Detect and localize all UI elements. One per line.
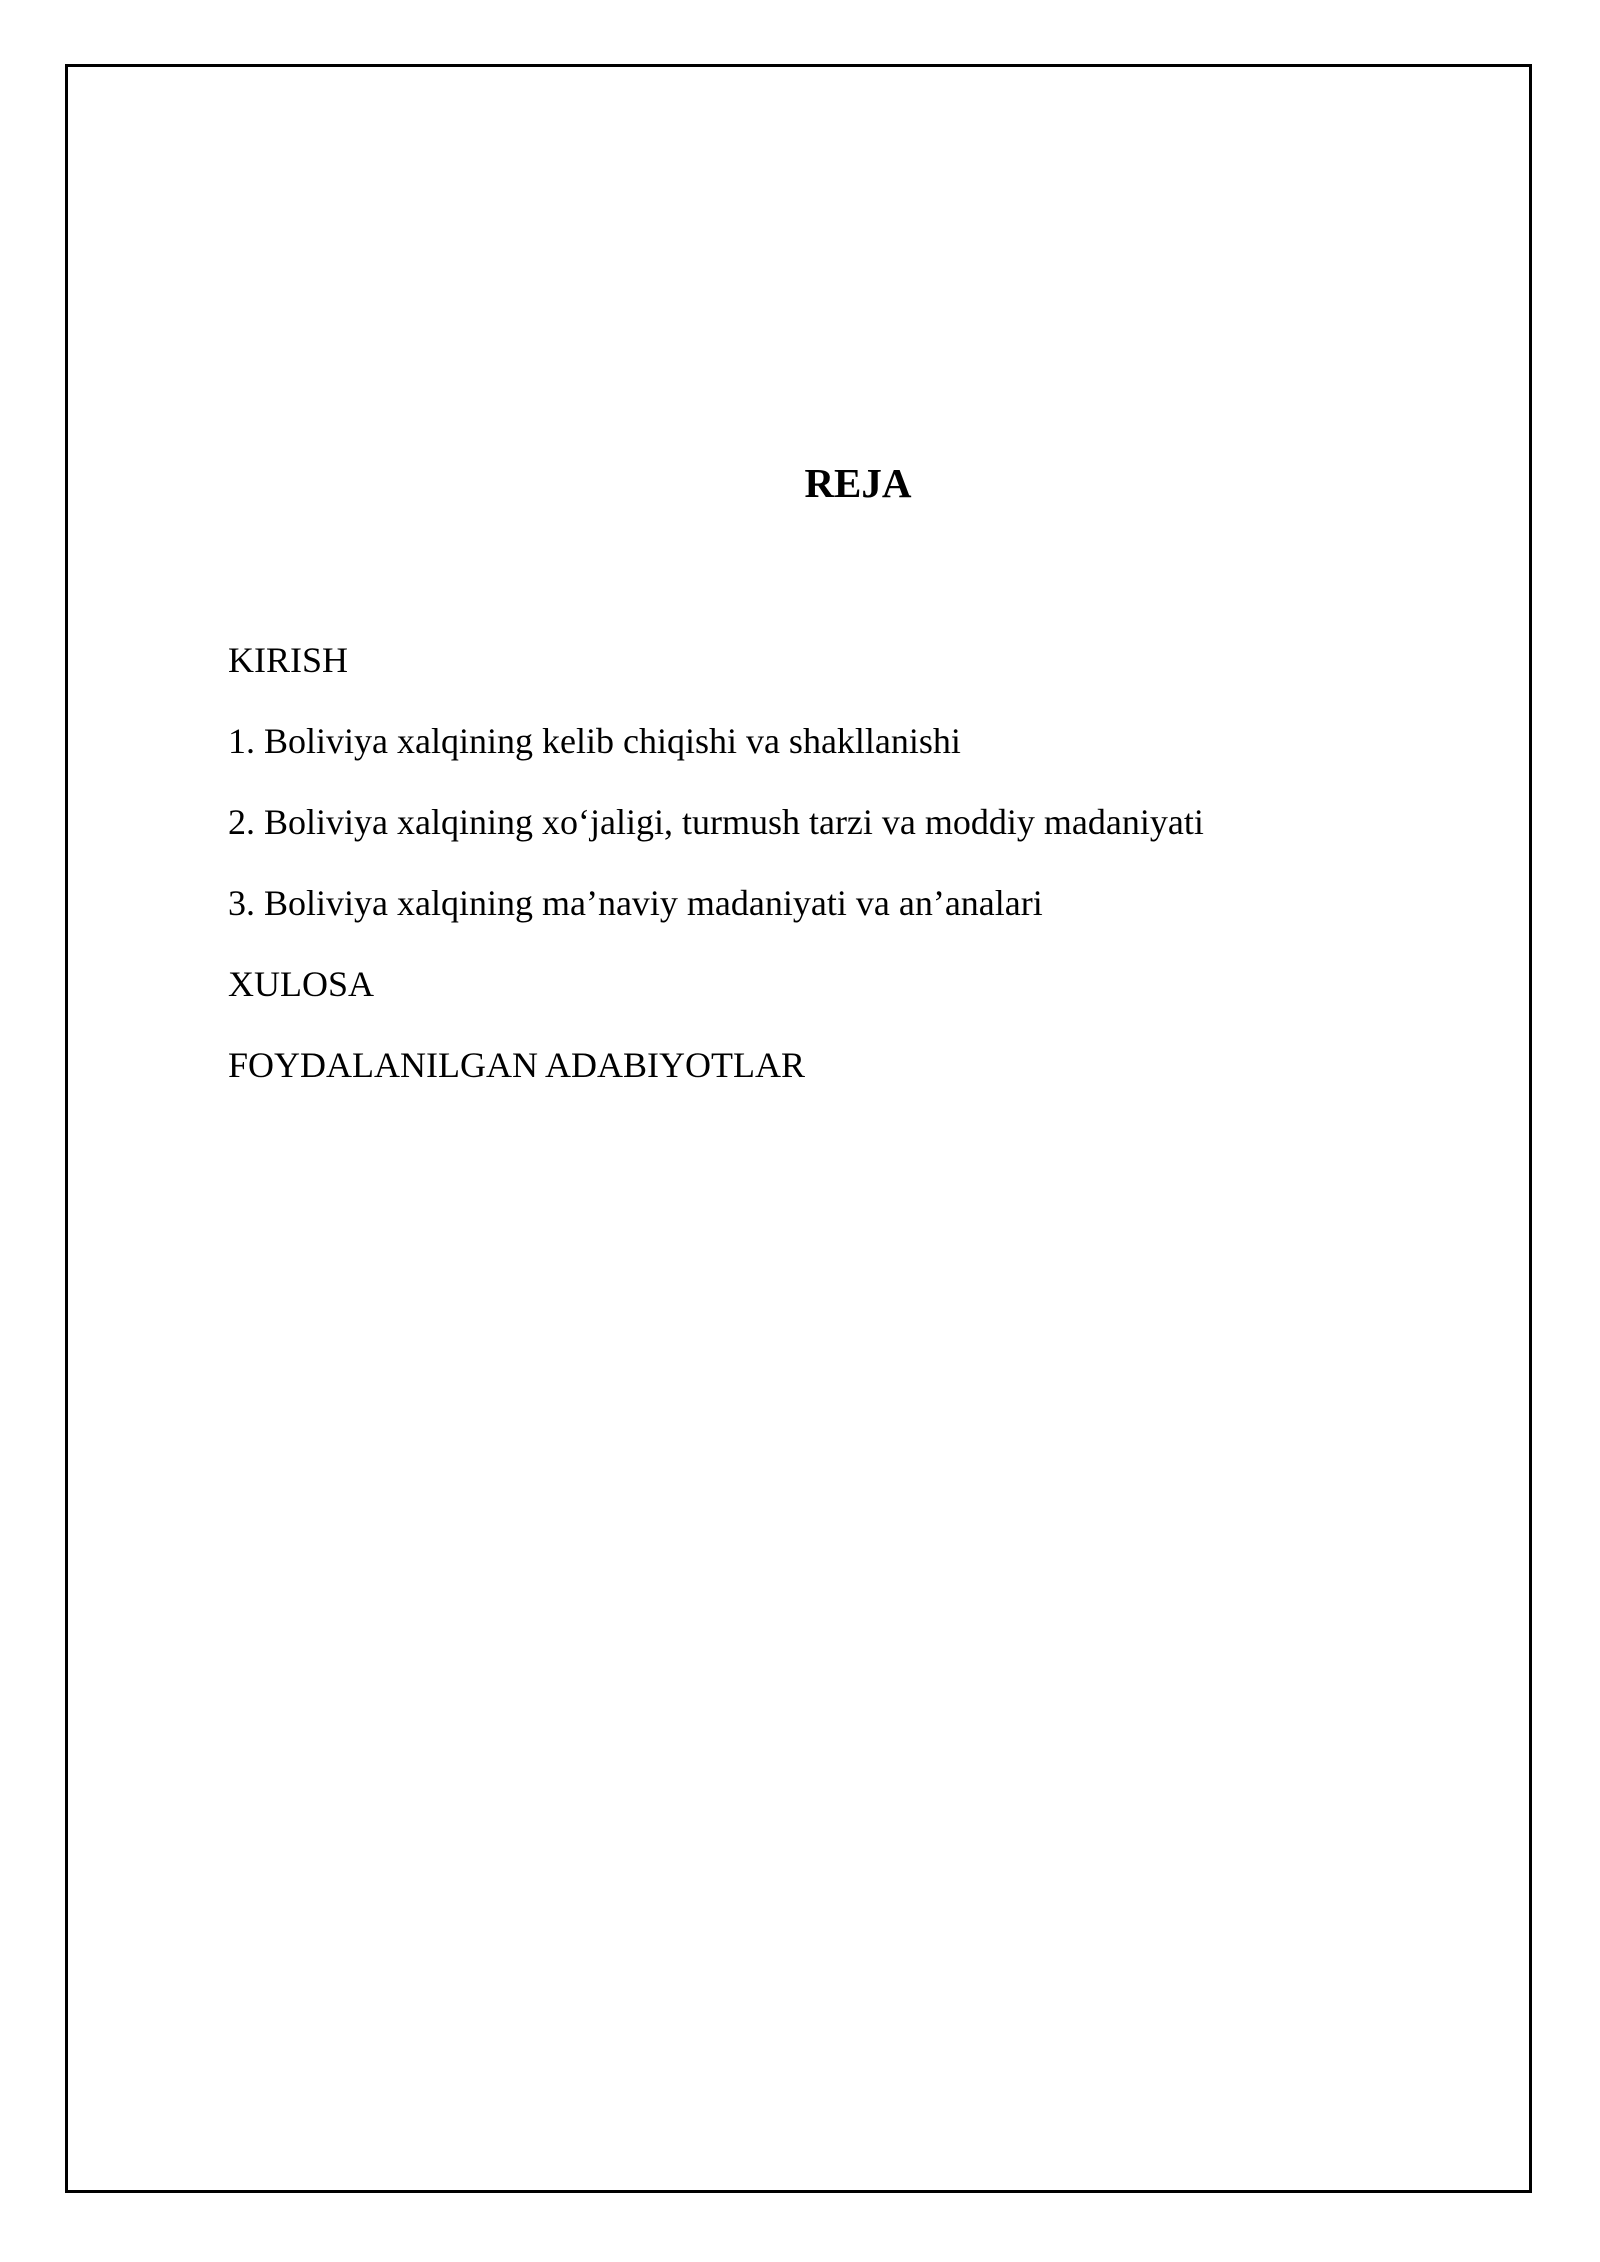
plan-item-1: 1. Boliviya xalqining kelib chiqishi va shakllanishi (228, 721, 961, 761)
plan-list (228, 638, 1204, 1124)
plan-item-references: FOYDALANILGAN ADABIYOTLAR (228, 1045, 805, 1085)
plan-item-3: 3. Boliviya xalqining ma’naviy madaniyati va an’analari (228, 883, 1043, 923)
plan-item-introduction: KIRISH (228, 640, 349, 680)
page-title: REJA (804, 460, 912, 506)
plan-item-2: 2. Boliviya xalqining xo‘jaligi, turmush tarzi va moddiy madaniyati (228, 802, 1204, 842)
plan-item-conclusion: XULOSA (228, 964, 375, 1004)
page-border (65, 64, 1532, 2193)
